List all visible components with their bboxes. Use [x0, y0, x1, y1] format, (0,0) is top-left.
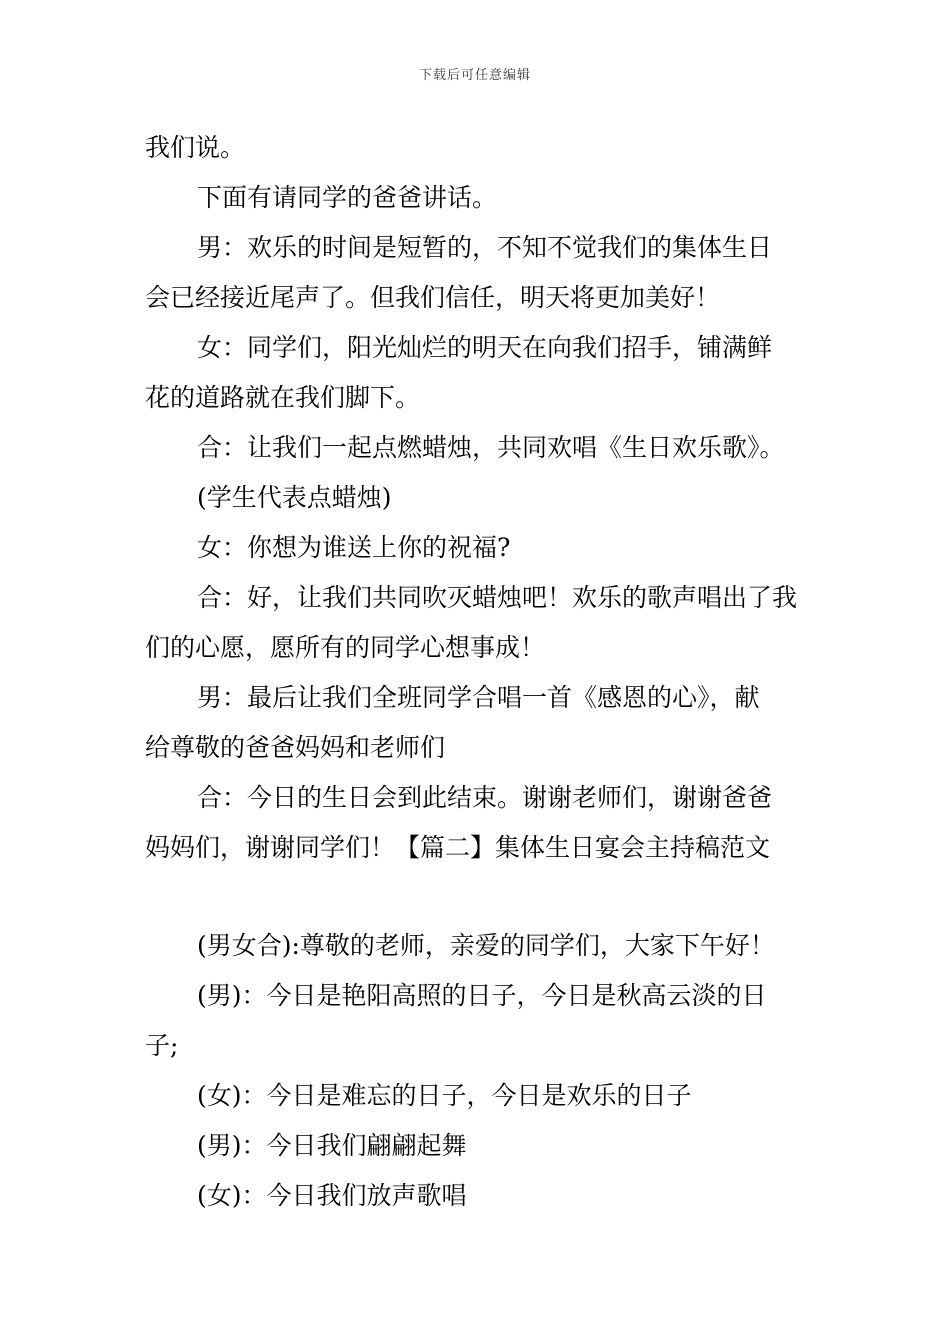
paragraph-line: 花的道路就在我们脚下。 [145, 383, 421, 412]
paragraph-line: 合：好，让我们共同吹灭蜡烛吧！欢乐的歌声唱出了我 [197, 583, 798, 612]
paragraph-line: 子; [145, 1031, 179, 1060]
paragraph-line: 女：你想为谁送上你的祝福? [197, 533, 511, 562]
paragraph-line: 们的心愿，愿所有的同学心想事成！ [145, 633, 546, 662]
paragraph-line: 男：欢乐的时间是短暂的，不知不觉我们的集体生日 [197, 233, 773, 262]
paragraph-line: 女：同学们，阳光灿烂的明天在向我们招手，铺满鲜 [197, 333, 773, 362]
paragraph-line: 会已经接近尾声了。但我们信任，明天将更加美好！ [145, 283, 721, 312]
paragraph-line: (女)：今日我们放声歌唱 [197, 1181, 467, 1210]
paragraph-line: 我们说。 [145, 133, 246, 162]
paragraph-line: 下面有请同学的爸爸讲话。 [197, 183, 498, 212]
paragraph-line: (男)：今日我们翩翩起舞 [197, 1131, 467, 1160]
paragraph-line: 给尊敬的爸爸妈妈和老师们 [145, 733, 446, 762]
paragraph-line: (男)：今日是艳阳高照的日子，今日是秋高云淡的日 [197, 981, 767, 1010]
paragraph-line: 妈妈们，谢谢同学们！【篇二】集体生日宴会主持稿范文 [145, 833, 771, 862]
paragraph-line: 合：让我们一起点燃蜡烛，共同欢唱《生日欢乐歌》。 [197, 433, 785, 462]
paragraph-line: (学生代表点蜡烛) [197, 483, 392, 512]
paragraph-line: (男女合):尊敬的老师，亲爱的同学们，大家下午好！ [197, 931, 775, 960]
paragraph-line: (女)：今日是难忘的日子，今日是欢乐的日子 [197, 1081, 692, 1110]
page-header: 下载后可任意编辑 [418, 68, 531, 83]
paragraph-line: 合：今日的生日会到此结束。谢谢老师们，谢谢爸爸 [197, 783, 773, 812]
paragraph-line: 男：最后让我们全班同学合唱一首《感恩的心》，献 [197, 683, 760, 712]
